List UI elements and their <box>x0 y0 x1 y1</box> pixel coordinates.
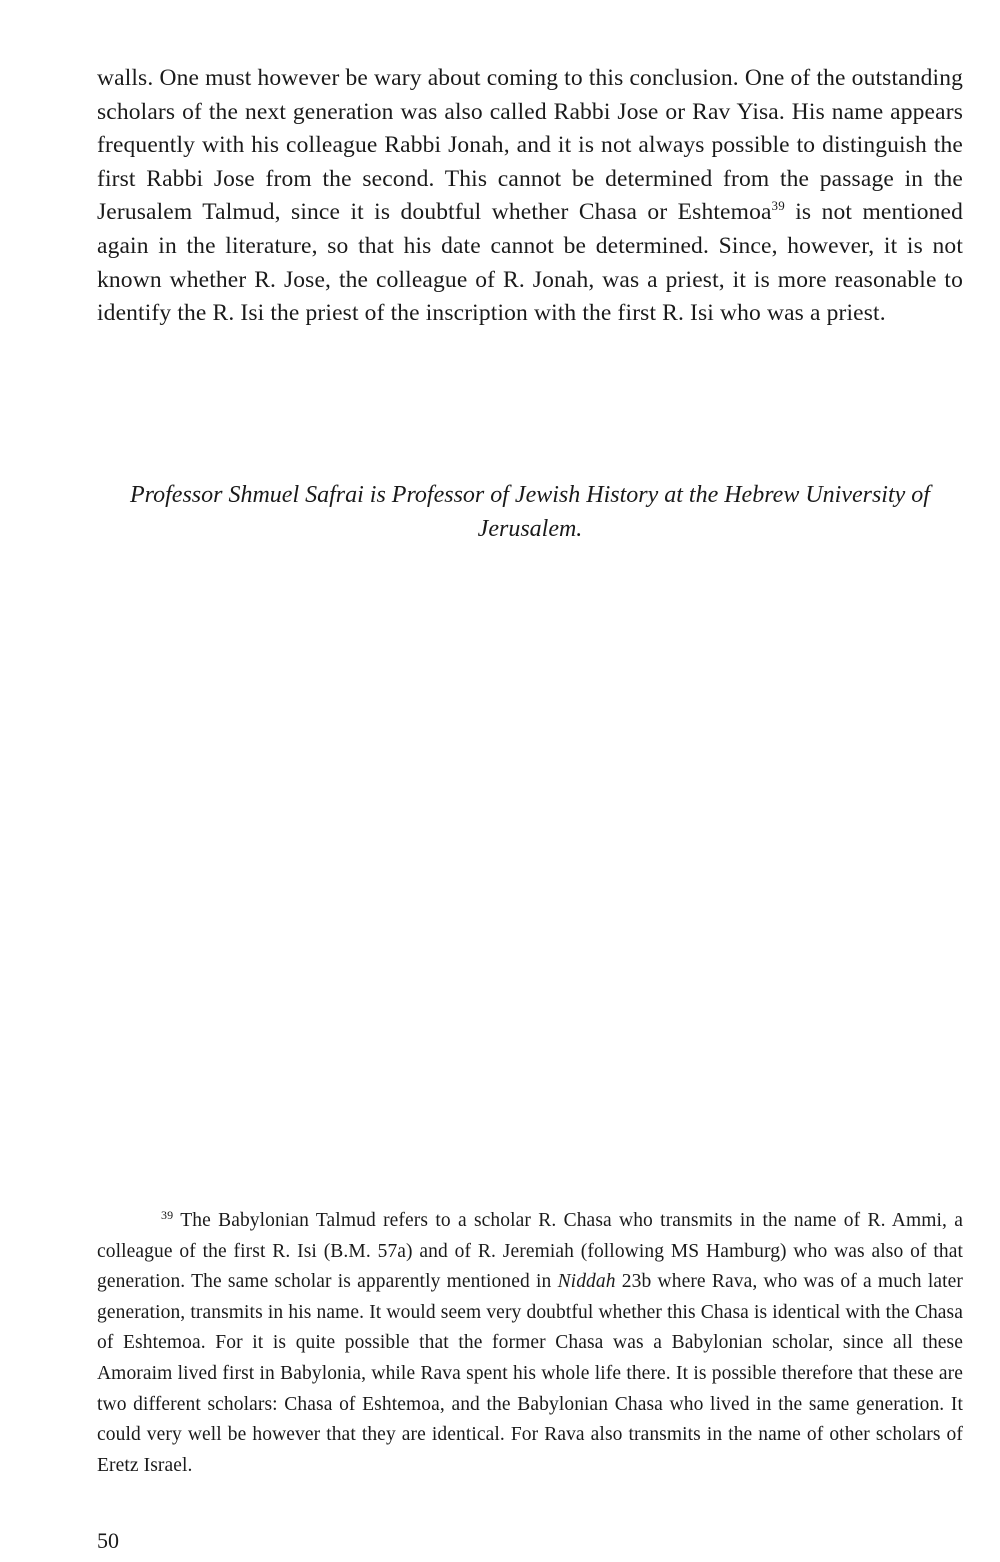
footnote-italic-reference: Niddah <box>557 1271 616 1293</box>
footnote-reference-marker: 39 <box>771 198 785 214</box>
author-bio: Professor Shmuel Safrai is Professor of Jewish History at the Hebrew University of Jerusalem. <box>130 482 930 542</box>
footnote-number: 39 <box>161 1208 174 1222</box>
main-text-part-2: is not mentioned again in the literature, so that his date cannot be determined. Since, however, it is not known whether R. Jose, the colleague of R. Jonah, was a priest, it is more reasonable to identify the R. Isi the priest of the inscription with the first R. Isi who was a priest. <box>97 199 963 327</box>
footnote-text-part-1: The Babylonian Talmud refers to a scholar R. Chasa who transmits in the name of R. Ammi, a colleague of the first R. Isi (B.M. 57a) and of R. Jeremiah (following MS Hamburg) who was also of that generation. The same scholar is apparently mentioned in <box>97 1210 963 1293</box>
main-body-paragraph <box>97 62 963 331</box>
page-number: 50 <box>97 1528 119 1553</box>
main-text-part-1: walls. One must however be wary about coming to this conclusion. One of the outstanding scholars of the next generation was also called Rabbi Jose or Rav Yisa. His name appears frequently with his colleague Rabbi Jonah, and it is not always possible to distinguish the first Rabbi Jose from the second. This cannot be determined from the passage in the Jerusalem Talmud, since it is doubtful whether Chasa or Eshtemoa <box>97 65 963 226</box>
footnote <box>97 1200 963 1481</box>
footnote-text-part-2: 23b where Rava, who was of a much later generation, transmits in his name. It would seem very doubtful whether this Chasa is identical with the Chasa of Eshtemoa. For it is quite possible that the former Chasa was a Babylonian scholar, since all these Amoraim lived first in Babylonia, while Rava spent his whole life there. It is possible therefore that these are two different scholars: Chasa of Eshtemoa, and the Babylonian Chasa who lived in the same generation. It could very well be however that they are identical. For Rava also transmits in the name of other scholars of Eretz Israel. <box>97 1271 963 1476</box>
